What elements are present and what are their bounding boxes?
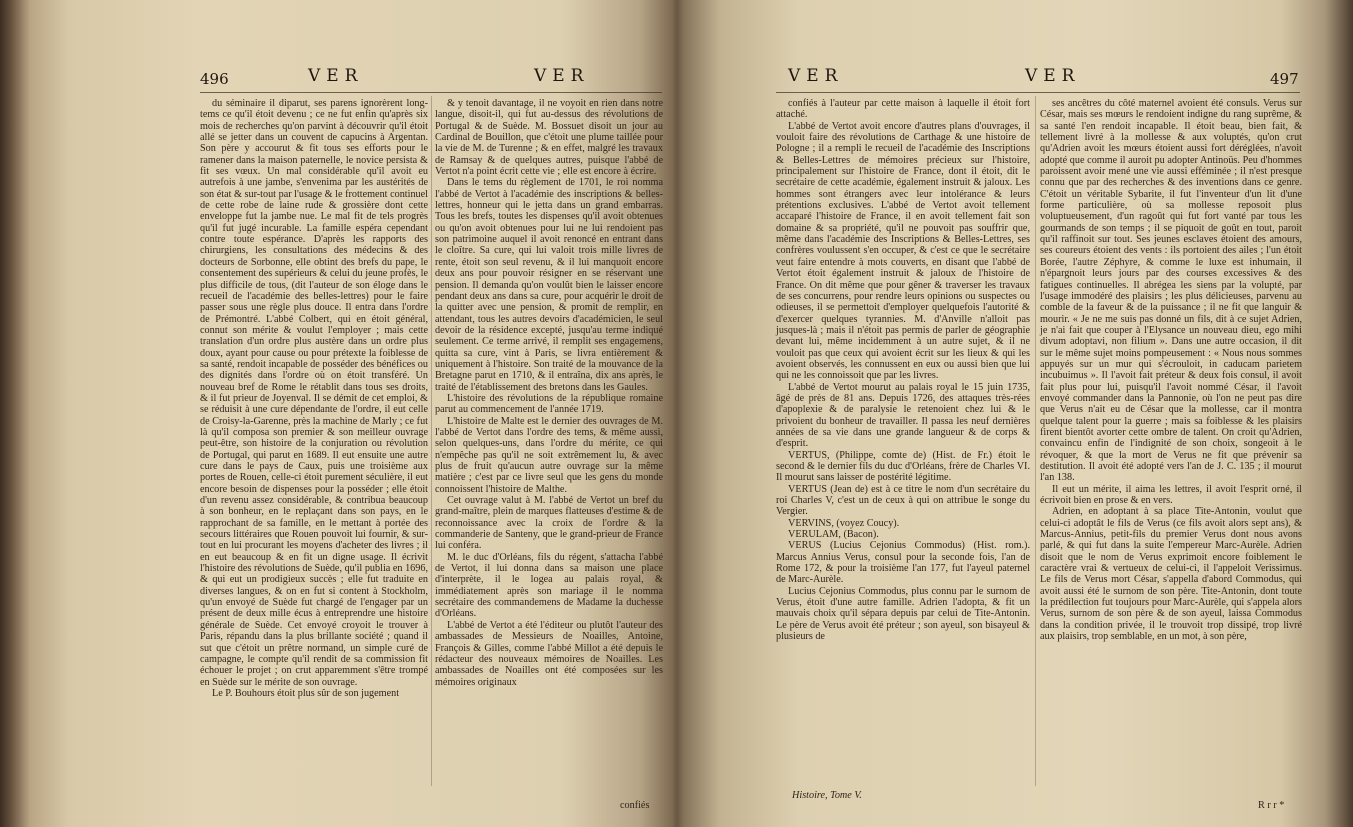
paragraph: du séminaire il diparut, ses parens ignorèrent long-tems ce qu'il étoit devenu ; ce ne fut enfin qu'après six mois de recherches qu'on parvint à découvrir qu'il étoit allé se jetter dans un couvent de capucins à Argentan. Son père y accourut & fit tous ses efforts pour le ramener dans la maison paternelle, le novice persista & fit ses vœux. Un mal considérable qu'il avoit eu autrefois à une jambe, s'envenima par les austérités de son état & sur-tout par l'usage & le frottement continuel de cette robe de laine rude & grossière dont cette enveloppe fut la jambe nue. Le mal fit de tels progrès qu'il fut jugé incurable. La famille espéra cependant contre toute espérance. D'après les rapports des chirurgiens, les consultations des médecins & des docteurs de Sorbonne, elle obtint des brefs du pape, le consentement des supérieurs & celui du jeune profès, le plus difficile de tous, (dit l'auteur de son éloge dans le recueil de l'académie des belles-lettres) pour le faire passer sous une règle plus douce. Il entra dans l'ordre de Prémontré. L'abbé Colbert, qui en étoit général, connut son mérite & voulut l'employer ; mais cette translation d'un ordre plus austère dans un ordre plus doux, ayant pour cause ou pour prétexte la foiblesse de sa santé, rendoit incapable de posséder des bénéfices ou des dignités dans l'ordre où on étoit transféré. Un nouveau bref de Rome le rétablit dans tous ses droits, & il fut prieur de Joyenval. Il se démit de cet emploi, & se réduisit à une cure dépendante de l'ordre, il eut celle de Croisy-la-Garenne, près la machine de Marly ; ce fut là qu'il composa son premier & son meilleur ouvrage peut-être, son histoire de la conjuration ou révolution de Portugal, qui parut en 1689. Il eut ensuite une autre cure dans le pays de Caux, puis une troisième aux portes de Rouen, celle-ci étoit purement séculière, il eut encore besoin de dispenses pour la posséder ; elle étoit d'un revenu assez considérable, & contribua beaucoup à son bonheur, en le replaçant dans son pays, en le rapprochant de sa famille, en le mettant à portée des secours littéraires que Rouen pouvoit lui fournir, & sur-tout en lui procurant les moyens d'acheter des livres ; il en eut beaucoup & en fit un digne usage. Il écrivit l'histoire des révolutions de Suède, qu'il publia en 1696, & qui eut un prodigieux succès ; elle fut traduite en diverses langues, & on en fut si content à Stockholm, qu'un envoyé de Suède fut chargé de l'engager par un présent de deux mille écus à entreprendre une histoire générale de Suède. Cet envoyé croyoit le trouver à Paris, répandu dans la plus brillante société ; quand il sut que c'étoit un prêtre normand, un simple curé de campagne, le compte qu'il rendit de sa commission fit échouer le projet ; on crut apparemment s'être trompé en Suède sur le mérite de son ouvrage. <box>200 98 428 688</box>
paragraph: VERTUS (Jean de) est à ce titre le nom d'un secrétaire du roi Charles V, c'est un de ceux à qui on attribue le songe du Vergier. <box>776 483 1030 518</box>
paragraph: VERULAM, (Bacon). <box>788 529 879 541</box>
running-head-left: VER <box>308 66 364 86</box>
paragraph: L'abbé de Vertot a été l'éditeur ou plutôt l'auteur des ambassades de Messieurs de Noailles, Antoine, François & Gilles, comme l'abbé Millot a été depuis le rédacteur des nouveaux mémoires de Noailles. Les ambassades de Noailles ont été composées sur les mémoires originaux <box>435 619 663 688</box>
header-rule <box>200 92 662 93</box>
page-number: 497 <box>1270 70 1299 88</box>
paragraph: & y tenoit davantage, il ne voyoit en rien dans notre langue, disoit-il, qui fut au-dessus des révolutions de Portugal & de Suède. M. Bossuet disoit un jour au Cardinal de Bouillon, que c'étoit une plume taillée pour la vie de M. de Turenne ; & en effet, malgré les travaux de Ramsay & de quelques autres, puisque l'abbé de Vertot n'a point écrit cette vie ; elle est encore à écrire. <box>435 98 663 178</box>
running-head-right: VER <box>1025 66 1081 86</box>
running-head-right: VER <box>534 66 590 86</box>
paragraph: confiés à l'auteur par cette maison à laquelle il étoit fort attaché. <box>776 98 1030 121</box>
running-head-left: VER <box>788 66 844 86</box>
column-divider <box>1035 96 1036 786</box>
paragraph: VERVINS, (voyez Coucy). <box>788 517 900 529</box>
paragraph: VERUS (Lucius Cejonius Commodus) (Hist. rom.). Marcus Annius Verus, consul pour la seconde fois, l'an de Rome 172, & pour la troisième l'an 177, fut l'ayeul paternel de Marc-Aurèle. <box>776 540 1030 586</box>
paragraph: Le P. Bouhours étoit plus sûr de son jugement <box>212 687 400 699</box>
footer-title: Histoire, Tome V. <box>792 790 862 801</box>
paragraph: Dans le tems du règlement de 1701, le roi nomma l'abbé de Vertot à l'académie des inscriptions & belles-lettres, honneur qui le jetta dans un grand embarras. Tous les brefs, toutes les dispenses qu'il avoit obtenues ou qu'on avoit obtenues pour lui ne lui rendoient pas son patrimoine auquel il avoit renoncé en entrant dans le cloître. Sa cure, qui lui valoit trois mille livres de rente, étoit son seul revenu, & il lui manquoit encore deux ans pour pouvoir résigner en se réservant une pension. Il demanda qu'on voulût bien le laisser encore pendant deux ans dans sa cure, pour acquérir le droit de la quitter avec une pension, & promit de remplir, en attendant, tous les autres devoirs d'académicien, le seul devoir de la résidence excepté, jusqu'au terme indiqué seulement. Ce terme arrivé, il remplit ses engagemens, quitta sa cure, vint à Paris, se livra entièrement & uniquement à l'histoire. Son traité de la mouvance de la Bretagne parut en 1710, & il entraîna, dix ans après, le traité de l'établissement des bretons dans les Gaules. <box>435 177 663 393</box>
column-divider <box>431 96 432 786</box>
left-page <box>180 0 670 827</box>
text-column-1 <box>776 98 1030 783</box>
paragraph: Lucius Cejonius Commodus, plus connu par le surnom de Verus, étoit d'une autre famille. Adrien l'adopta, & fit un mauvais choix qu'il sépara depuis par celui de Tite-Antonin. Le père de Verus avoit été préteur ; son ayeul, son bisayeul & plusieurs de <box>776 585 1030 643</box>
text-column-2 <box>1040 98 1302 798</box>
paragraph: Il eut un mérite, il aima les lettres, il avoit l'esprit orné, il écrivoit bien en prose & en vers. <box>1040 483 1302 507</box>
paragraph: L'histoire des révolutions de la république romaine parut au commencement de l'année 1719. <box>435 392 663 416</box>
header-rule <box>776 92 1300 93</box>
paragraph: ses ancêtres du côté maternel avoient été consuls. Verus sur César, mais ses mœurs le rendoient indigne du rang suprême, & sa santé l'en rendoit incapable. Il étoit beau, bien fait, & tellement livré à la mollesse & aux voluptés, qu'on crut qu'Adrien avoit les mœurs étoient aussi fort déréglées, n'avoit adopté que comme il auroit pu adopter Antinoüs. Peu d'hommes paroissent avoir mené une vie aussi efféminée ; il n'est presque connu que par des recherches & des inventions dans ce genre. C'étoit un véritable Sybarite, il fut l'inventeur d'un lit d'une forme particulière, où sa mollesse reposoit plus voluptueusement, d'un ragoût qui fut fort vanté par tous les gourmands de son temps ; il se piquoit de goût en tout, paroit qu'il raffinoit sur tout. Ses jeunes esclaves étoient des amours, ses coureurs étoient des vents : ils portoient des ailes ; l'un étoit Borée, l'autre Zéphyre, & comme le luxe est inhumain, il n'épargnoit leurs jours par des courses excessives & des fatigues continuelles. Il abrégea les siens par la volupté, par l'usage immodéré des plaisirs ; les plus délicieuses, parvenu au comble de la faveur & de la puissance ; il ne fit que languir & mourir. « Je ne me suis pas donné un fils, dit à ce sujet Adrien, je n'ai fait que couper à l'Elysance un nouveau dieu, ego mihi divum adoptavi, non filium ». Dans une autre occasion, il dit sur le même sujet moins pompeusement : « Nous nous sommes appuyés sur un mur qui s'écrouloit, in caducam parietem incubuimus ». Il l'avoit fait préteur & deux fois consul, il avoit fait plus pour lui, puisqu'il l'avoit nommé César, il l'avoit envoyé commander dans la Pannonie, où l'on ne peut pas dire que Verus n'ait eu de César que la mollesse, car il montra quelque talent pour la guerre ; mais sa foiblesse & les plaisirs firent bientôt avorter cette ombre de talent. On croit qu'Adrien, convaincu enfin de l'indignité de son choix, songeoit à le révoquer, & que la mort de Verus ne fit que prévenir sa destitution. Il avoit été adopté vers l'an de J. C. 135 ; il mourut l'an 138. <box>1040 98 1302 484</box>
paragraph: L'abbé de Vertot mourut au palais royal le 15 juin 1735, âgé de près de 81 ans. Depuis 1726, des attaques très-rées d'apoplexie & de paralysie le retenoient chez lui & le privoient du bonheur de travailler. Il passa les neuf dernières années de sa vie dans une grande langueur & de corps & d'esprit. <box>776 381 1030 450</box>
signature-mark: R r r * <box>1258 800 1285 811</box>
paragraph: L'histoire de Malte est le dernier des ouvrages de M. l'abbé de Vertot dans l'ordre des tems, & même aussi, selon quelques-uns, dans l'ordre du mérite, ce qui n'empêche pas qu'il ne soit extrêmement lu, & avec plus de fruit qu'aucun autre ouvrage sur la même matière ; c'est par ce livre seul que les gens du monde connoissent l'histoire de Malthe. <box>435 415 663 495</box>
catchword: confiés <box>620 800 650 811</box>
text-column-1 <box>200 98 428 798</box>
paragraph: M. le duc d'Orléans, fils du régent, s'attacha l'abbé de Vertot, il lui donna dans sa maison une place d'interprète, il le logea au palais royal, & immédiatement après son mariage il le nomma secrétaire des commandemens de Madame la duchesse d'Orléans. <box>435 551 663 620</box>
paragraph: Cet ouvrage valut à M. l'abbé de Vertot un bref du grand-maître, plein de marques flatteuses d'estime & de reconnoissance avec la croix de l'ordre & la commanderie de Santeny, que le grand-prieur de France lui conféra. <box>435 495 663 552</box>
paragraph: VERTUS, (Philippe, comte de) (Hist. de Fr.) étoit le second & le dernier fils du duc d'Orléans, frère de Charles VI. Il mourut sans laisser de postérité légitime. <box>776 449 1030 484</box>
paragraph: L'abbé de Vertot avoit encore d'autres plans d'ouvrages, il vouloit faire des révolutions de Carthage & une histoire de Pologne ; il a rempli le recueil de l'académie des Inscriptions & Belles-Lettres de mémoires précieux sur l'histoire, principalement sur l'histoire de France, dont il étoit, dit le secrétaire de cette académie, également instruit & jaloux. Les hommes sont étrangers avec leur intolérance & leurs prétentions exclusives. L'abbé de Vertot avoit tellement accaparé l'histoire de France, il en avoit tellement fait son domaine & sa propriété, qu'il ne pouvoit pas souffrir que, même dans l'académie des Inscriptions & Belles-Lettres, ses confrères voulussent s'en occuper, & c'est ce que le secrétaire veut faire entendre à mots couverts, en disant que l'abbé de Vertot étoit également instruit & jaloux de l'histoire de France. On dit même que pour gêner & traverser les travaux de ses concurrens, pour rendre leurs opinions ou suspectes ou odieuses, il se permettoit d'employer quelquefois l'autorité & d'exercer quelques tyrannies. M. d'Anville n'alloit pas jusques-là ; mais il n'étoit pas permis de parler de géographie devant lui, même incidemment à un autre sujet, & il ne vouloit pas que ceux qui avoient écrit sur les lieux & qui les avoient observés, les connussent en eux ou aussi bien que lui qui ne les connoissoit que par les livres. <box>776 120 1030 382</box>
page-number: 496 <box>200 70 229 88</box>
text-column-2 <box>435 98 663 798</box>
right-page <box>680 0 1320 827</box>
paragraph: Adrien, en adoptant à sa place Tite-Antonin, voulut que celui-ci adoptât le fils de Verus (ce fils avoit alors sept ans), & Marcus-Annius, petit-fils du premier Verus dont nous avons parlé, & qui fut dans la suite l'empereur Marc-Aurèle. Adrien disoit que le nom de Verus exprimoit encore foiblement le caractère vrai & vertueux de celui-ci, il l'appeloit Verissimus. Le fils de Verus mort César, s'appella d'abord Commodus, qui avoit aussi été le surnom de son père. Tite-Antonin, dont toute la prédilection fut toujours pour Marc-Aurèle, qui s'appela alors Verus, surnom de son père & de son ayeul, laissa Commodus dans la condition privée, il le trouvoit trop dissipé, trop livré aux plaisirs, trop semblable, en un mot, à son père, <box>1040 506 1302 643</box>
